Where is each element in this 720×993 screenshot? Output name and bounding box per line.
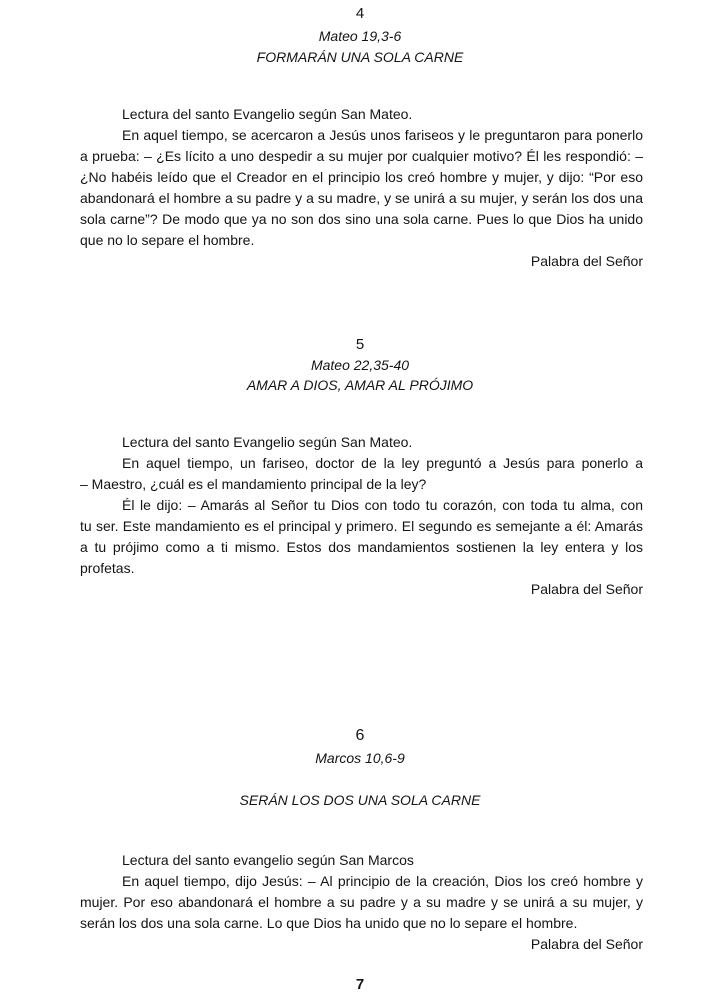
text-line: En aquel tiempo, dijo Jesús: – Al principio de la creación, Dios los creó hombre y xyxy=(122,873,643,889)
reading-title: FORMARÁN UNA SOLA CARNE xyxy=(256,49,464,65)
reading-number: 4 xyxy=(355,5,365,22)
text-line: Lectura del santo Evangelio según San Mateo. xyxy=(122,106,413,122)
reading-number: 6 xyxy=(355,727,365,744)
next-reading-number: 7 xyxy=(355,976,365,993)
text-line: abandonará el hombre a su padre y a su madre, y se unirá a su mujer, y serán los dos una xyxy=(80,190,643,206)
reading-number: 5 xyxy=(355,336,365,353)
closing-formula: Palabra del Señor xyxy=(530,581,643,597)
text-line: ¿No habéis leído que el Creador en el principio los creó hombre y mujer, y dijo: “Por eso xyxy=(80,169,643,185)
reading-reference: Mateo 19,3-6 xyxy=(318,28,402,44)
text-line: En aquel tiempo, un fariseo, doctor de la ley preguntó a Jesús para ponerlo a xyxy=(122,455,643,471)
reading-title: SERÁN LOS DOS UNA SOLA CARNE xyxy=(239,792,481,808)
reading-reference: Marcos 10,6-9 xyxy=(315,750,405,766)
text-line: tu ser. Este mandamiento es el principal y primero. El segundo es semejante a él: Amarás xyxy=(80,518,643,534)
closing-formula: Palabra del Señor xyxy=(530,936,643,952)
text-line: Él le dijo: – Amarás al Señor tu Dios con todo tu corazón, con toda tu alma, con xyxy=(122,497,643,513)
closing-formula: Palabra del Señor xyxy=(530,253,643,269)
text-line: En aquel tiempo, se acercaron a Jesús unos fariseos y le preguntaron para ponerlo xyxy=(122,127,643,143)
text-line: que no lo separe el hombre. xyxy=(80,232,255,248)
text-line: serán los dos una sola carne. Lo que Dios ha unido que no lo separe el hombre. xyxy=(80,915,578,931)
reading-text xyxy=(80,432,643,600)
reading-reference: Mateo 22,35-40 xyxy=(310,357,410,373)
text-line: Lectura del santo Evangelio según San Mateo. xyxy=(122,434,413,450)
reading-title: AMAR A DIOS, AMAR AL PRÓJIMO xyxy=(246,377,474,393)
text-line: a tu prójimo como a ti mismo. Estos dos mandamientos sostienen la ley entera y los xyxy=(80,539,643,555)
reading-text xyxy=(80,850,643,955)
reading-text xyxy=(80,104,643,272)
text-line: Lectura del santo evangelio según San Marcos xyxy=(122,852,414,868)
text-line: a prueba: – ¿Es lícito a uno despedir a su mujer por cualquier motivo? Él les respondió: – xyxy=(80,148,643,164)
text-line: mujer. Por eso abandonará el hombre a su padre y a su madre y se unirá a su mujer, y xyxy=(80,894,643,910)
text-line: – Maestro, ¿cuál es el mandamiento principal de la ley? xyxy=(80,476,427,492)
text-line: sola carne”? De modo que ya no son dos sino una sola carne. Pues lo que Dios ha unido xyxy=(80,211,643,227)
text-line: profetas. xyxy=(80,560,135,576)
